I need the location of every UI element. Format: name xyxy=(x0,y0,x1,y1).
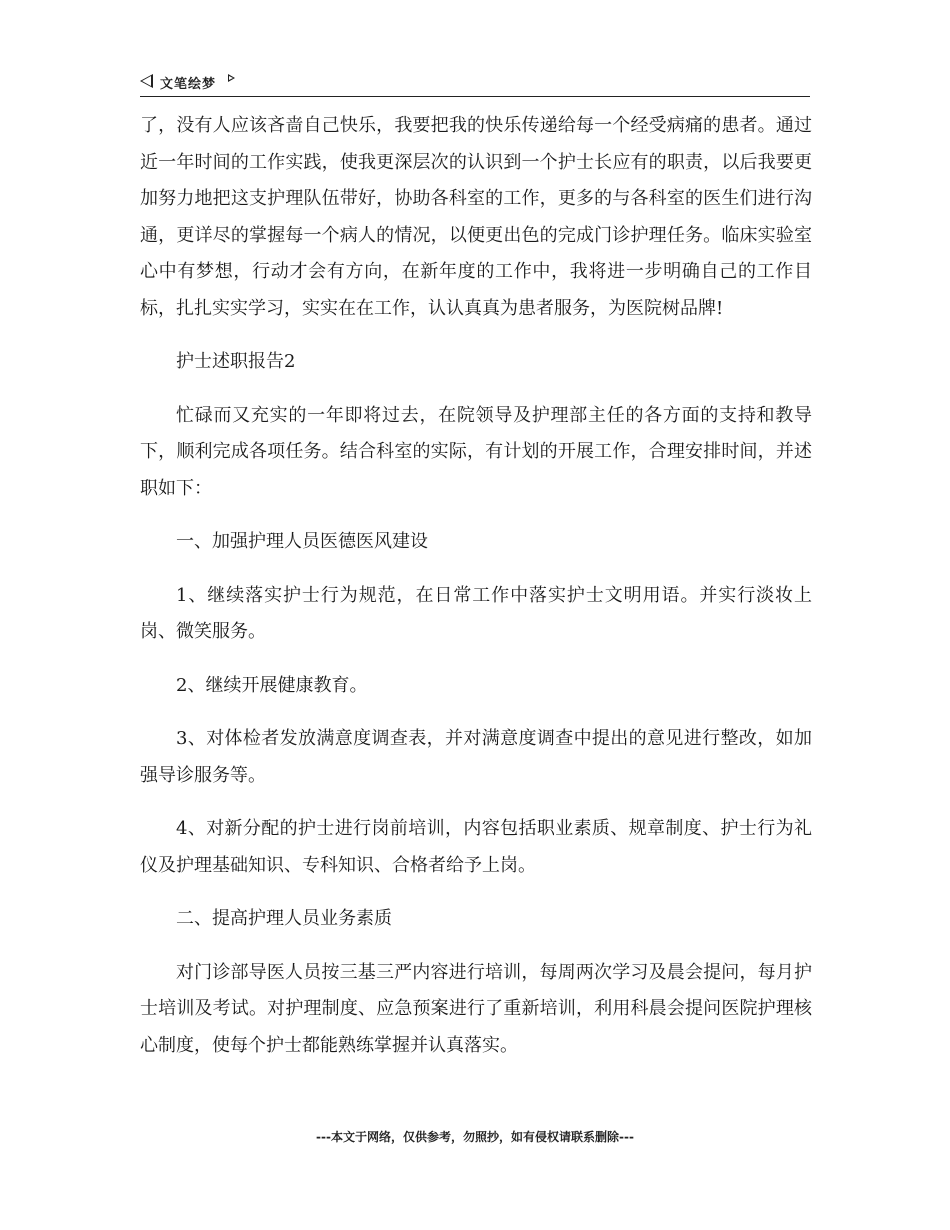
heading-quality: 二、提高护理人员业务素质 xyxy=(176,908,392,929)
paragraph-training: 对门诊部导医人员按三基三严内容进行培训，每周两次学习及晨会提问，每月护士培训及考试。对护理制度、应急预案进行了重新培训，利用科晨会提问医院护理核心制度，使每个护士都能熟练掌握并认真落实。 xyxy=(140,961,812,1056)
header-title: 文笔绘梦 xyxy=(160,77,217,92)
section-title: 护士述职报告2 xyxy=(176,351,296,372)
paragraph-continuation: 了，没有人应该吝啬自己快乐，我要把我的快乐传递给每一个经受病痛的患者。通过近一年时间的工作实践，使我更深层次的认识到一个护士长应有的职责，以后我要更加努力地把这支护理队伍带好，协助各科室的工作，更多的与各科室的医生们进行沟通，更详尽的掌握每一个病人的情况，以便更出色的完成门诊护理任务。临床实验室心中有梦想，行动才会有方向，在新年度的工作中，我将进一步明确自己的工作目标，扎扎实实学习，实实在在工作，认认真真为患者服务，为医院树品牌! xyxy=(140,115,812,319)
list-item-1: 1、继续落实护士行为规范，在日常工作中落实护士文明用语。并实行淡妆上岗、微笑服务。 xyxy=(140,584,812,642)
heading-ethics: 一、加强护理人员医德医风建设 xyxy=(176,531,428,552)
page-header xyxy=(140,70,810,97)
footer-disclaimer: ---本文于网络，仅供参考，勿照抄，如有侵权请联系删除--- xyxy=(316,1130,634,1144)
document-body xyxy=(140,108,812,1081)
triangle-right-icon xyxy=(228,74,235,82)
triangle-left-icon xyxy=(140,74,153,88)
paragraph-intro: 忙碌而又充实的一年即将过去，在院领导及护理部主任的各方面的支持和教导下，顺利完成各项任务。结合科室的实际，有计划的开展工作，合理安排时间，并述职如下： xyxy=(140,404,812,499)
list-item-3: 3、对体检者发放满意度调查表，并对满意度调查中提出的意见进行整改，如加强导诊服务等。 xyxy=(140,728,812,786)
list-item-2: 2、继续开展健康教育。 xyxy=(176,674,368,696)
list-item-4: 4、对新分配的护士进行岗前培训，内容包括职业素质、规章制度、护士行为礼仪及护理基础知识、专科知识、合格者给予上岗。 xyxy=(140,818,812,876)
